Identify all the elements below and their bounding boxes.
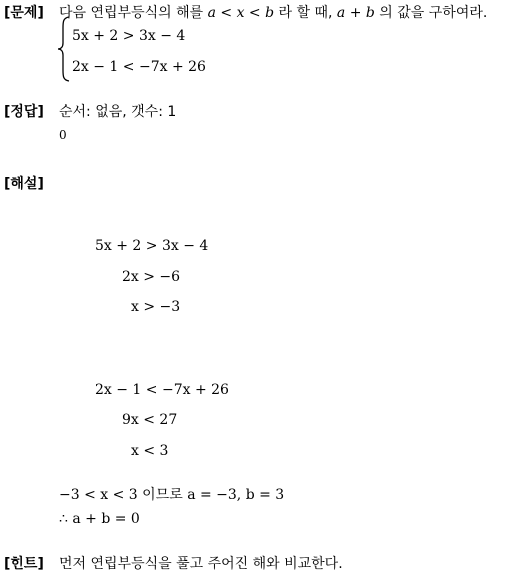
problem-statement — [59, 2, 487, 22]
problem-label: [문제] — [4, 5, 44, 21]
conclusion-range: −3 < x < 3 — [59, 487, 138, 503]
solution-label: [해설] — [4, 176, 44, 192]
solution-step-2-2: 9x < 27 — [122, 412, 178, 428]
solution-step-2-1: 2x − 1 < −7x + 26 — [95, 382, 229, 398]
solution-conclusion — [59, 484, 284, 504]
solution-final: ∴ a + b = 0 — [59, 511, 140, 527]
problem-text-1: 다음 연립부등식의 해를 — [59, 5, 208, 21]
answer-value: 0 — [59, 128, 67, 142]
solution-step-1-3: x > −3 — [131, 299, 181, 315]
answer-label: [정답] — [4, 104, 44, 120]
solution-step-1-2: 2x > −6 — [122, 269, 181, 285]
hint-label: [힌트] — [4, 556, 44, 572]
problem-expression: a + b — [336, 5, 375, 21]
problem-text-3: 의 값을 구하여라. — [374, 5, 488, 21]
system-inequality-1: 5x + 2 > 3x − 4 — [72, 28, 186, 44]
answer-line: 순서: 없음, 갯수: 1 — [59, 104, 177, 120]
problem-text-2: 라 할 때, — [274, 5, 337, 21]
solution-step-1-1: 5x + 2 > 3x − 4 — [95, 238, 209, 254]
hint-text: 먼저 연립부등식을 풀고 주어진 해와 비교한다. — [59, 556, 343, 572]
system-inequality-2: 2x − 1 < −7x + 26 — [72, 59, 206, 75]
conclusion-text: 이므로 — [137, 487, 188, 503]
problem-condition: a < x < b — [207, 5, 275, 21]
system-brace — [57, 16, 71, 82]
conclusion-values: a = −3, b = 3 — [187, 487, 285, 503]
solution-step-2-3: x < 3 — [131, 443, 169, 459]
